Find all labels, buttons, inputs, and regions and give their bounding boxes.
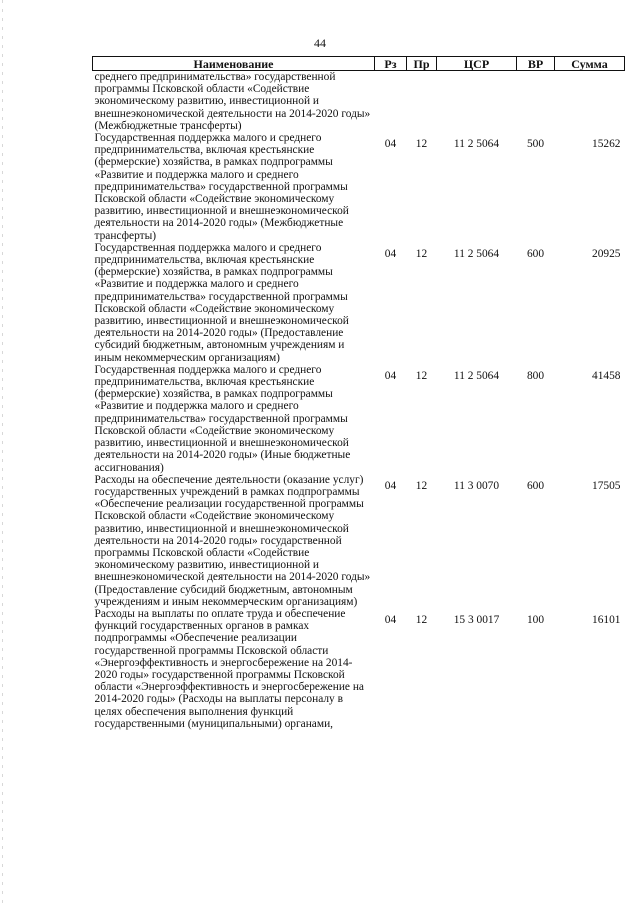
row-csr: 15 3 0017 bbox=[453, 613, 500, 626]
row-name: Расходы на обеспечение деятельности (оказание услуг) государственных учреждений в рамках подпрограммы «Обеспечение реализации государственной программы Псковской области «Содействие экономическому развитию, инвестиционной и внешнеэкономической деятельности на 2014-2020 годы» государственной программы Псковской области «Содействие экономическому развитию, инвестиционной и внешнеэкономической деятельности на 2014-2020 годы» (Предоставление субсидий бюджетным, автономным учреждениям и иным некоммерческим организациям) bbox=[94, 473, 371, 608]
header-vr: ВР bbox=[517, 57, 555, 71]
table-row bbox=[93, 364, 625, 474]
table-row bbox=[93, 608, 625, 730]
row-csr: 11 2 5064 bbox=[453, 369, 500, 382]
row-rz: 04 bbox=[384, 613, 397, 626]
row-sum: 20925 bbox=[592, 247, 621, 260]
row-rz: 04 bbox=[384, 138, 397, 151]
row-sum: 15262 bbox=[592, 138, 621, 151]
row-sum: 16101 bbox=[592, 613, 621, 626]
table-row bbox=[93, 242, 625, 364]
header-sum: Сумма bbox=[555, 57, 625, 71]
row-sum: 17505 bbox=[592, 479, 621, 492]
row-name: Государственная поддержка малого и среднего предпринимательства, включая крестьянские (фермерские) хозяйства, в рамках подпрограммы «Развитие и поддержка малого и среднего предпринимательства» государственной программы Псковской области «Содействие экономическому развитию, инвестиционной и внешнеэкономической деятельности на 2014-2020 годы» (Иные бюджетные ассигнования) bbox=[94, 363, 351, 474]
table-row bbox=[93, 132, 625, 242]
row-csr: 11 3 0070 bbox=[453, 479, 500, 492]
row-pr: 12 bbox=[415, 479, 428, 492]
header-name: Наименование bbox=[93, 57, 375, 71]
row-pr: 12 bbox=[415, 247, 428, 260]
table-header-row bbox=[93, 57, 625, 71]
header-csr: ЦСР bbox=[437, 57, 517, 71]
row-pr: 12 bbox=[415, 613, 428, 626]
table-row bbox=[93, 474, 625, 608]
row-pr: 12 bbox=[415, 369, 428, 382]
row-vr: 600 bbox=[526, 247, 545, 260]
row-csr: 11 2 5064 bbox=[453, 138, 500, 151]
row-vr: 600 bbox=[526, 479, 545, 492]
continuation-text: среднего предпринимательства» государственной программы Псковской области «Содействие экономическому развитию, инвестиционной и внешнеэкономической деятельности на 2014-2020 годы» (Межбюджетные трансферты) bbox=[94, 71, 371, 132]
row-sum: 41458 bbox=[592, 369, 621, 382]
row-name: Государственная поддержка малого и среднего предпринимательства, включая крестьянские (фермерские) хозяйства, в рамках подпрограммы «Развитие и поддержка малого и среднего предпринимательства» государственной программы Псковской области «Содействие экономическому развитию, инвестиционной и внешнеэкономической деятельности на 2014-2020 годы» (Предоставление субсидий бюджетным, автономным учреждениям и иным некоммерческим организациям) bbox=[94, 241, 349, 364]
budget-table bbox=[92, 56, 625, 730]
page-number: 44 bbox=[314, 36, 326, 50]
row-name: Расходы на выплаты по оплате труда и обеспечение функций государственных органов в рамках подпрограммы «Обеспечение реализации государственной программы Псковской области «Энергоэффективность и энергосбережение на 2014-2020 годы» государственной программы Псковской области «Энергоэффективность и энергосбережение на 2014-2020 годы» (Расходы на выплаты персоналу в целях обеспечения выполнения функций государственными (муниципальными) органами, bbox=[94, 607, 364, 730]
row-vr: 800 bbox=[526, 369, 545, 382]
header-pr: Пр bbox=[407, 57, 437, 71]
row-pr: 12 bbox=[415, 138, 428, 151]
row-rz: 04 bbox=[384, 247, 397, 260]
header-rz: Рз bbox=[375, 57, 407, 71]
row-vr: 500 bbox=[526, 138, 545, 151]
row-rz: 04 bbox=[384, 369, 397, 382]
row-rz: 04 bbox=[384, 479, 397, 492]
continuation-row bbox=[93, 71, 625, 133]
row-name: Государственная поддержка малого и среднего предпринимательства, включая крестьянские (фермерские) хозяйства, в рамках подпрограммы «Развитие и поддержка малого и среднего предпринимательства» государственной программы Псковской области «Содействие экономическому развитию, инвестиционной и внешнеэкономической деятельности на 2014-2020 годы» (Межбюджетные трансферты) bbox=[94, 132, 349, 242]
scan-edge-artifact bbox=[2, 0, 3, 905]
row-vr: 100 bbox=[526, 613, 545, 626]
row-csr: 11 2 5064 bbox=[453, 247, 500, 260]
